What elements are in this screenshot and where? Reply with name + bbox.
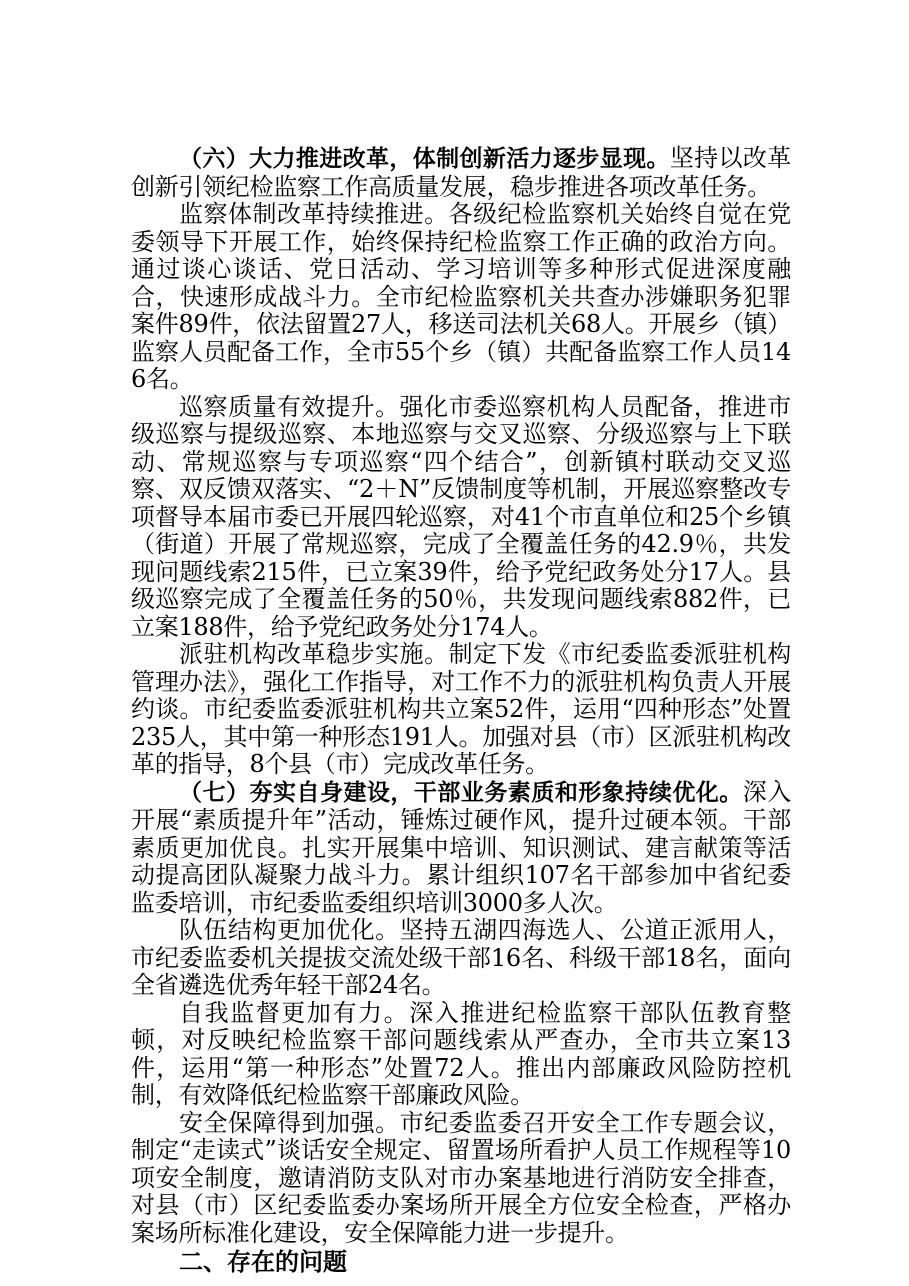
paragraph-self-supervision bbox=[131, 1000, 791, 1110]
paragraph-text: 自我监督更加有力。深入推进纪检监察干部队伍教育整顿，对反映纪检监察干部问题线索从严查办，全市共立案13件，运用“第一种形态”处置72人。推出内部廉政风险防控机制，有效降低纪检监察干部廉政风险。 bbox=[131, 998, 791, 1109]
paragraph-team-structure bbox=[131, 917, 791, 1000]
paragraph-text: 深入开展“素质提升年”活动，锤炼过硬作风，提升过硬本领。干部素质更加优良。扎实开展集中培训、知识测试、建言献策等活动提高团队凝聚力战斗力。累计组织107名干部参加中省纪委监委培训，市纪委监委组织培训3000多人次。 bbox=[131, 777, 791, 917]
paragraph-inspection-quality bbox=[131, 394, 791, 642]
paragraph-text: 巡察质量有效提升。强化市委巡察机构人员配备，推进市级巡察与提级巡察、本地巡察与交叉巡察、分级巡察与上下联动、常规巡察与专项巡察“四个结合”，创新镇村联动交叉巡察、双反馈双落实、“2＋N”反馈制度等机制，开展巡察整改专项督导本届市委已开展四轮巡察，对41个市直单位和25个乡镇（街道）开展了常规巡察，完成了全覆盖任务的42.9％，共发现问题线索215件，已立案39件，给予党纪政务处分17人。县级巡察完成了全覆盖任务的50％，共发现问题线索882件，已立案188件，给予党纪政务处分174人。 bbox=[131, 392, 791, 641]
section-heading: 二、存在的问题 bbox=[179, 1248, 347, 1276]
paragraph-lead: （六）大力推进改革，体制创新活力逐步显现。 bbox=[179, 146, 670, 172]
paragraph-text: 队伍结构更加优化。坚持五湖四海选人、公道正派用人，市纪委监委机关提拔交流处级干部16名、科级干部18名，面向全省遴选优秀年轻干部24名。 bbox=[131, 916, 791, 999]
paragraph-text: 坚持以改革创新引领纪检监察工作高质量发展，稳步推进各项改革任务。 bbox=[131, 144, 791, 201]
paragraph-text: 安全保障得到加强。市纪委监委召开安全工作专题会议，制定“走读式”谈话安全规定、留置场所看护人员工作规程等10项安全制度，邀请消防支队对市办案基地进行消防安全排查，对县（市）区纪委监委办案场所开展全方位安全检查，严格办案场所标准化建设，安全保障能力进一步提升。 bbox=[131, 1108, 791, 1247]
paragraph-text: 监察体制改革持续推进。各级纪检监察机关始终自觉在党委领导下开展工作，始终保持纪检监察工作正确的政治方向。通过谈心谈话、党日活动、学习培训等多种形式促进深度融合，快速形成战斗力。全市纪检监察机关共查办涉嫌职务犯罪案件89件，依法留置27人，移送司法机关68人。开展乡（镇）监察人员配备工作，全市55个乡（镇）共配备监察工作人员146名。 bbox=[131, 200, 791, 393]
paragraph-text: 派驻机构改革稳步实施。制定下发《市纪委监委派驻机构管理办法》，强化工作指导，对工作不力的派驻机构负责人开展约谈。市纪委监委派驻机构共立案52件，运用“四种形态”处置235人，其中第一种形态191人。加强对县（市）区派驻机构改革的指导，8个县（市）完成改革任务。 bbox=[131, 640, 791, 778]
paragraph-stationed-agencies bbox=[131, 641, 791, 779]
paragraph-self-building bbox=[131, 779, 791, 918]
paragraph-lead: （七）夯实自身建设，干部业务素质和形象持续优化。 bbox=[179, 779, 743, 806]
document-body bbox=[131, 145, 791, 1277]
paragraph-safety bbox=[131, 1110, 791, 1248]
paragraph-reform bbox=[131, 145, 791, 201]
paragraph-supervision-reform bbox=[131, 201, 791, 394]
